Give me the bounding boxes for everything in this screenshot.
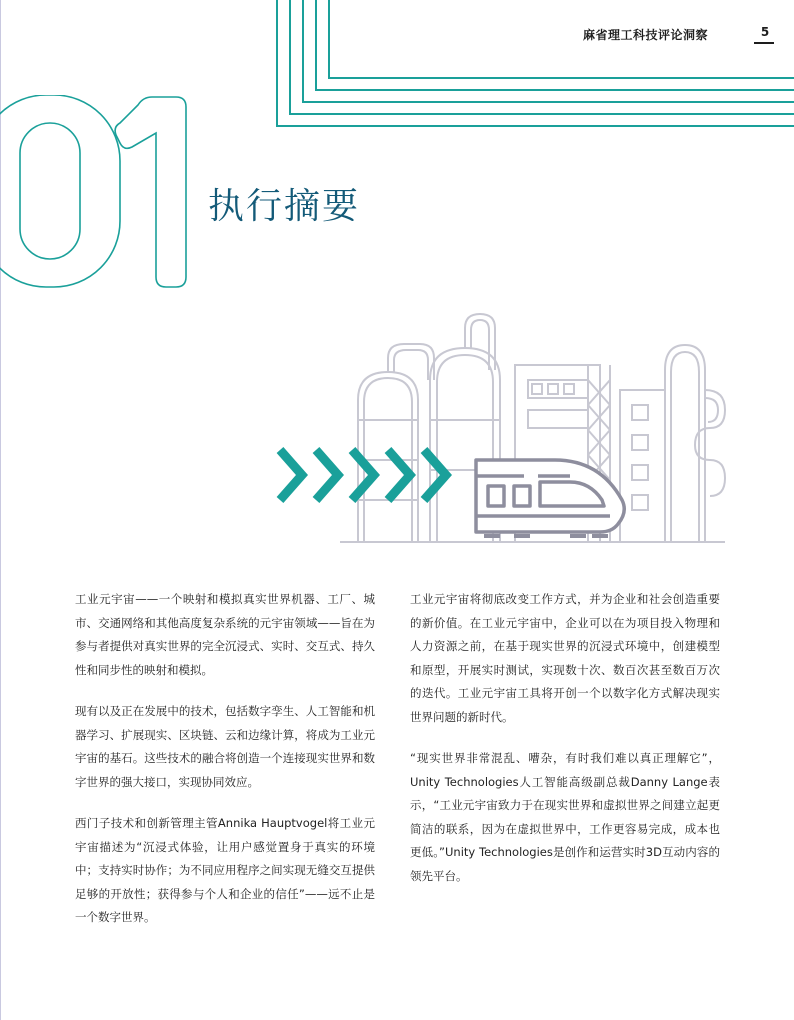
page-number: 5 <box>760 25 770 39</box>
paragraph: 现有以及正在发展中的技术，包括数字孪生、人工智能和机器学习、扩展现实、区块链、云和边缘计算，将成为工业元宇宙的基石。这些技术的融合将创造一个连接现实世界和数字世界的强大接口，实现协同效应。 <box>75 704 375 789</box>
page-number-underline <box>754 42 774 44</box>
paragraph: 工业元宇宙将彻底改变工作方式，并为企业和社会创造重要的新价值。在工业元宇宙中，企业可以在为项目投入物理和人力资源之前，在基于现实世界的沉浸式环境中，创建模型和原型，开展实时测试，实现数十次、数百次甚至数百万次的迭代。工业元宇宙工具将开创一个以数字化方式解决现实世界问题的新时代。 <box>410 592 720 724</box>
publication-title: 麻省理工科技评论洞察 <box>582 28 708 42</box>
paragraph: “现实世界非常混乱、嘈杂，有时我们难以真正理解它”，Unity Technologies人工智能高级副总裁Danny Lange表示，“工业元宇宙致力于在现实世界和虚拟世界之间建立起更简洁的联系，因为在虚拟世界中，工作更容易完成，成本也更低。”Unity Technologies是创作和运营实时3D互动内容的领先平台。 <box>410 751 720 883</box>
factory-and-train-illustration <box>270 310 730 550</box>
section-title: 执行摘要 <box>208 186 361 227</box>
left-text-column <box>75 588 375 948</box>
right-text-column <box>410 588 720 906</box>
paragraph: 工业元宇宙——一个映射和模拟真实世界机器、工厂、城市、交通网络和其他高度复杂系统的元宇宙领域——旨在为参与者提供对真实世界的完全沉浸式、实时、交互式、持久性和同步性的映射和模拟。 <box>75 592 375 677</box>
paragraph: 西门子技术和创新管理主管Annika Hauptvogel将工业元宇宙描述为“沉浸式体验，让用户感觉置身于真实的环境中；支持实时协作；为不同应用程序之间实现无缝交互提供足够的开放性；获得参与个人和企业的信任”——远不止是一个数字世界。 <box>75 816 375 924</box>
section-number-outline <box>0 95 210 295</box>
